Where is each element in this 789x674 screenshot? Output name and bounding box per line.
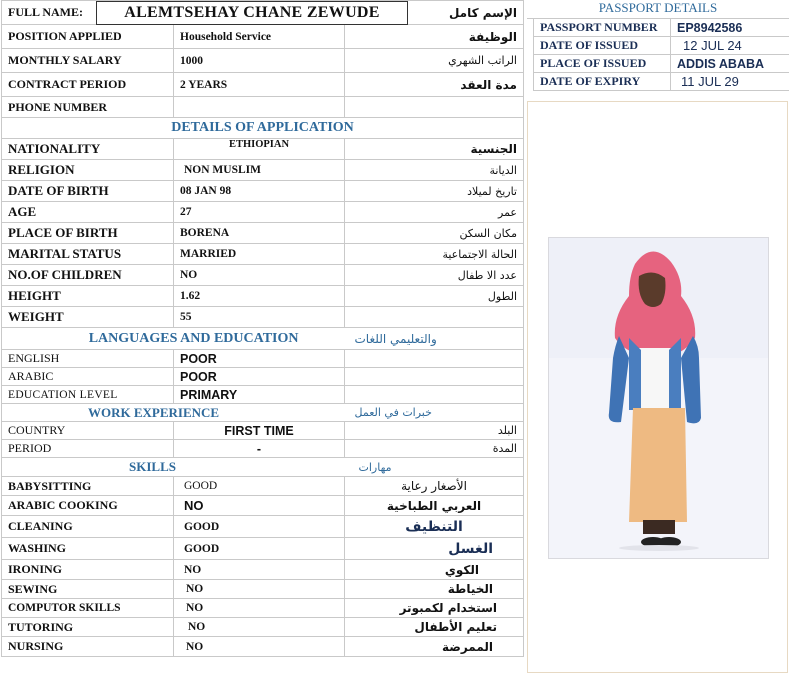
row-label-ar: الجنسية xyxy=(345,139,524,160)
passport-number-value: EP8942586 xyxy=(671,19,789,37)
row-value: GOOD xyxy=(174,538,345,560)
row-value: POOR xyxy=(174,368,345,386)
passport-issue-place-value: ADDIS ABABA xyxy=(671,55,789,73)
passport-row xyxy=(534,19,789,37)
row-label: MARITAL STATUS xyxy=(2,244,174,265)
passport-expiry-value: 11 JUL 29 xyxy=(671,73,789,91)
languages-section-title: LANGUAGES AND EDUCATION xyxy=(2,328,345,350)
detail-row xyxy=(2,25,524,49)
skill-row xyxy=(2,477,524,496)
row-label: BABYSITTING xyxy=(2,477,174,496)
row-label-ar: المدة xyxy=(345,440,524,458)
passport-issue-date-value: 12 JUL 24 xyxy=(671,37,789,55)
row-label: ARABIC COOKING xyxy=(2,496,174,516)
row-value: 55 xyxy=(174,307,345,328)
work-section-title: WORK EXPERIENCE xyxy=(2,404,345,422)
detail-row xyxy=(2,440,524,458)
row-label-ar: استخدام لكمبوتر xyxy=(345,599,524,618)
row-label: COUNTRY xyxy=(2,422,174,440)
skill-row xyxy=(2,580,524,599)
detail-row xyxy=(2,202,524,223)
detail-row xyxy=(2,350,524,368)
passport-table xyxy=(533,18,789,91)
row-label-ar: الكوي xyxy=(345,560,524,580)
section-header-row xyxy=(2,404,524,422)
row-value: - xyxy=(174,440,345,458)
passport-label: PASSPORT NUMBER xyxy=(534,19,671,37)
row-label-ar xyxy=(345,97,524,118)
skill-row xyxy=(2,637,524,657)
skills-section-title-ar: مهارات xyxy=(345,458,524,477)
row-label-ar xyxy=(345,307,524,328)
row-label-ar: الديانة xyxy=(345,160,524,181)
row-label-ar: البلد xyxy=(345,422,524,440)
row-label: IRONING xyxy=(2,560,174,580)
detail-row xyxy=(2,265,524,286)
passport-row xyxy=(534,37,789,55)
full-name-value: ALEMTSEHAY CHANE ZEWUDE xyxy=(96,1,408,25)
skill-row xyxy=(2,560,524,580)
application-form xyxy=(1,0,524,657)
detail-row xyxy=(2,368,524,386)
row-value: GOOD xyxy=(174,516,345,538)
skill-row xyxy=(2,516,524,538)
full-name-label: FULL NAME: xyxy=(2,1,174,25)
detail-row xyxy=(2,139,524,160)
row-value: POOR xyxy=(174,350,345,368)
detail-row xyxy=(2,386,524,404)
section-header-row xyxy=(2,118,524,139)
skills-section-title: SKILLS xyxy=(2,458,345,477)
applicant-photo xyxy=(548,237,769,559)
row-value: FIRST TIME xyxy=(174,422,345,440)
applicant-figure-icon xyxy=(549,238,768,558)
detail-row xyxy=(2,307,524,328)
row-label-ar: الممرضة xyxy=(345,637,524,657)
row-label-ar: عدد الا طفال xyxy=(345,265,524,286)
detail-row xyxy=(2,422,524,440)
row-value: NON MUSLIM xyxy=(174,160,345,181)
passport-section-title: PASSPORT DETAILS xyxy=(527,0,789,19)
detail-row xyxy=(2,49,524,73)
row-label: DATE OF BIRTH xyxy=(2,181,174,202)
row-label: EDUCATION LEVEL xyxy=(2,386,174,404)
row-label-ar: الغسل xyxy=(345,538,524,560)
row-label: PLACE OF BIRTH xyxy=(2,223,174,244)
detail-row xyxy=(2,286,524,307)
full-name-label-ar: الإسم كامل xyxy=(345,1,524,25)
row-value: NO xyxy=(174,265,345,286)
passport-label: DATE OF ISSUED xyxy=(534,37,671,55)
row-value: NO xyxy=(174,618,345,637)
row-label: CONTRACT PERIOD xyxy=(2,73,174,97)
row-label-ar: الحالة الاجتماعية xyxy=(345,244,524,265)
row-label-ar: التنظيف xyxy=(345,516,524,538)
row-label: CLEANING xyxy=(2,516,174,538)
detail-row xyxy=(2,181,524,202)
row-label: WEIGHT xyxy=(2,307,174,328)
row-label: ENGLISH xyxy=(2,350,174,368)
passport-row xyxy=(534,55,789,73)
row-label-ar: الأصغار رعاية xyxy=(345,477,524,496)
passport-label: DATE OF EXPIRY xyxy=(534,73,671,91)
row-label: ARABIC xyxy=(2,368,174,386)
row-label: TUTORING xyxy=(2,618,174,637)
row-label: NO.OF CHILDREN xyxy=(2,265,174,286)
row-label: PHONE NUMBER xyxy=(2,97,174,118)
row-value: NO xyxy=(174,580,345,599)
row-value: MARRIED xyxy=(174,244,345,265)
row-value: PRIMARY xyxy=(174,386,345,404)
row-value: 27 xyxy=(174,202,345,223)
row-label-ar: تاريخ لميلاد xyxy=(345,181,524,202)
row-label-ar: العربي الطباخية xyxy=(345,496,524,516)
detail-row xyxy=(2,223,524,244)
row-value: NO xyxy=(174,560,345,580)
row-label: RELIGION xyxy=(2,160,174,181)
row-value: 08 JAN 98 xyxy=(174,181,345,202)
row-value: NO xyxy=(174,599,345,618)
row-value: Household Service xyxy=(174,25,345,49)
work-section-title-ar: خبرات في العمل xyxy=(345,404,524,422)
row-label: AGE xyxy=(2,202,174,223)
skill-row xyxy=(2,496,524,516)
detail-row xyxy=(2,97,524,118)
row-label: MONTHLY SALARY xyxy=(2,49,174,73)
row-label-ar: تعليم الأطفال xyxy=(345,618,524,637)
row-value: ETHIOPIAN xyxy=(174,139,345,160)
row-label: POSITION APPLIED xyxy=(2,25,174,49)
row-label-ar: الراتب الشهري xyxy=(345,49,524,73)
section-header-row xyxy=(2,328,524,350)
row-value: 1.62 xyxy=(174,286,345,307)
passport-row xyxy=(534,73,789,91)
passport-label: PLACE OF ISSUED xyxy=(534,55,671,73)
row-label: SEWING xyxy=(2,580,174,599)
detail-row xyxy=(2,73,524,97)
row-label-ar: الطول xyxy=(345,286,524,307)
row-label-ar: الخياطة xyxy=(345,580,524,599)
row-value: GOOD xyxy=(174,477,345,496)
skill-row xyxy=(2,538,524,560)
row-label: NURSING xyxy=(2,637,174,657)
row-label-ar: مدة العقد xyxy=(345,73,524,97)
row-value: 1000 xyxy=(174,49,345,73)
row-value: NO xyxy=(174,496,345,516)
skill-row xyxy=(2,618,524,637)
row-value: BORENA xyxy=(174,223,345,244)
detail-row xyxy=(2,160,524,181)
row-label: WASHING xyxy=(2,538,174,560)
row-label: NATIONALITY xyxy=(2,139,174,160)
row-value: NO xyxy=(174,637,345,657)
section-header-row xyxy=(2,458,524,477)
row-value: 2 YEARS xyxy=(174,73,345,97)
detail-row xyxy=(2,244,524,265)
languages-section-title-ar: والتعليمي اللغات xyxy=(345,328,524,350)
row-label: COMPUTOR SKILLS xyxy=(2,599,174,618)
skill-row xyxy=(2,599,524,618)
row-label: PERIOD xyxy=(2,440,174,458)
row-label-ar: الوظيفة xyxy=(345,25,524,49)
row-value xyxy=(174,97,345,118)
row-label: HEIGHT xyxy=(2,286,174,307)
row-label-ar: عمر xyxy=(345,202,524,223)
row-label-ar: مكان السكن xyxy=(345,223,524,244)
details-section-title: DETAILS OF APPLICATION xyxy=(2,118,524,139)
